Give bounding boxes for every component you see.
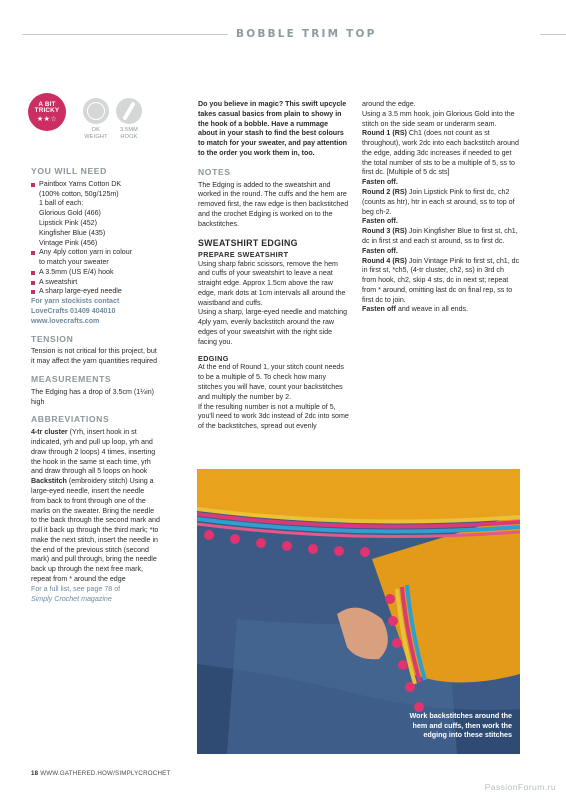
footer-url-link[interactable]: WWW.GATHERED.HOW/SIMPLYCROCHET	[40, 770, 171, 777]
prepare-paragraph: Using a sharp, large-eyed needle and matching 4ply yarn, evenly backstitch around the raw edges of your sweatshirt with the right side facing you.	[198, 308, 348, 346]
tension-heading: TENSION	[31, 333, 74, 344]
fasten-off: Fasten off.	[362, 217, 398, 226]
magazine-name: Simply Crochet magazine	[31, 594, 112, 603]
prepare-sweatshirt-heading: PREPARE SWEATSHIRT	[198, 249, 289, 259]
prepare-paragraph: Using sharp fabric scissors, remove the hem and cuffs of your sweatshirt to leave a neat straight edge. Approx 1.5cm above the raw edge, mark dots at 1cm intervals all around the waistband and cuffs.	[198, 259, 346, 307]
abbreviations-heading: ABBREVIATIONS	[31, 414, 110, 425]
materials-item: Glorious Gold (466)	[39, 209, 101, 218]
materials-item: Lipstick Pink (452)	[39, 218, 97, 227]
materials-item: Vintage Pink (456)	[39, 238, 98, 247]
page-number: 18	[31, 770, 39, 777]
header-rule-left	[22, 34, 228, 35]
edging-paragraph: At the end of Round 1, your stitch count needs to be a multiple of 5. To check how many stitches you will have, count your backstitches and multiply the number by 2.	[198, 363, 344, 401]
measurements-text: The Edging has a drop of 3.5cm (1¼in) high	[31, 387, 155, 406]
materials-item: A 3.5mm (US E/4) hook	[31, 268, 160, 278]
round-3-instruction	[362, 227, 520, 247]
sweatshirt-edging-heading: SWEATSHIRT EDGING	[198, 238, 298, 249]
materials-item: (100% cotton, 50g/125m)	[39, 189, 119, 198]
difficulty-badge	[28, 93, 66, 131]
round-text: Ch1 (does not count as st throughout), work 2dc into each backstitch around the edge, adding 3dc increases if needed to get the total number of sts to be a multiple of 5, ss to first dc. [Multiple of 5 dc sts]	[362, 129, 519, 177]
yarn-weight-badge	[81, 98, 111, 140]
materials-sidebar	[31, 166, 160, 604]
pattern-text: around the edge.	[362, 100, 416, 108]
round-4-instruction	[362, 257, 520, 306]
yarn-ball-icon	[83, 98, 109, 124]
materials-item: Any 4ply cotton yarn in colour	[31, 248, 160, 258]
project-photo	[197, 469, 520, 754]
abbreviation-term: Backstitch	[31, 477, 67, 486]
edging-paragraph: If the resulting number is not a multiple of 5, you'll need to work 3dc instead of 2dc into some of the backstitches, spread out evenly	[198, 402, 349, 431]
stockists-line: For yarn stockists contact	[31, 297, 120, 306]
notes-heading: NOTES	[198, 166, 231, 177]
round-2-instruction	[362, 188, 520, 217]
full-list-text: For a full list, see page 78 of	[31, 584, 121, 593]
stockists-phone: LoveCrafts 01409 404010	[31, 307, 116, 316]
site-watermark: PassionForum.ru	[484, 782, 556, 792]
crochet-hook-icon	[116, 98, 142, 124]
page-footer	[31, 770, 170, 779]
you-will-need-heading: YOU WILL NEED	[31, 166, 107, 176]
fasten-off: Fasten off.	[362, 178, 398, 187]
abbreviation-entry	[31, 477, 160, 585]
hook-size-badge	[114, 98, 144, 140]
yarn-weight-label: WEIGHT	[84, 133, 108, 140]
materials-item: A sweatshirt	[31, 278, 160, 288]
final-text: and weave in all ends.	[395, 305, 469, 314]
final-instruction	[362, 305, 520, 315]
fasten-off: Fasten off	[362, 305, 396, 314]
instructions-column-3	[362, 100, 520, 315]
pattern-text: Using a 3.5 mm hook, join Glorious Gold into the stitch on the side seam or underarm seam.	[362, 109, 515, 128]
round-text: Join Vintage Pink to first st, ch1, dc in first st, *ch5, (4-tr cluster, ch2, ss) in 3rd ch from hook, ch2, skip 4 sts, dc in next st; repeat from * around, omitting last dc on final rep, ss to first dc to join.	[362, 256, 520, 304]
intro-paragraph: Do you believe in magic? This swift upcycle takes casual basics from plain to showy in the hook of a bobble. Have a rummage about in your stash to find the best colours to match for your sweater, and pay attention to the order you work them in, too.	[198, 100, 347, 157]
hook-size-label: HOOK	[120, 133, 138, 140]
difficulty-stars: ★★☆	[36, 116, 58, 123]
instructions-column-2	[198, 100, 349, 432]
round-label: Round 3 (RS)	[362, 227, 407, 236]
materials-item: Paintbox Yarns Cotton DK	[31, 180, 160, 190]
materials-item: A sharp large-eyed needle	[31, 287, 160, 297]
difficulty-badges	[36, 98, 146, 156]
round-text: Join Kingfisher Blue to first st, ch1, dc in first st and each st around, ss to first dc.	[362, 227, 518, 245]
yarn-weight-value: DK	[91, 127, 101, 133]
difficulty-label: A BIT TRICKY	[34, 101, 60, 115]
round-1-instruction	[362, 129, 520, 178]
header-rule-right	[540, 34, 566, 35]
edging-heading: EDGING	[198, 353, 229, 363]
round-text: Join Lipstick Pink to first dc, ch2 (counts as htr), htr in each st around, ss to top of beg ch-2.	[362, 188, 515, 216]
hook-size-value: 3.5MM	[119, 127, 139, 133]
abbreviation-entry	[31, 428, 160, 477]
abbreviation-definition: (embroidery stitch) Using a large-eyed needle, insert the needle from back to front through one of the marks on the sweater. Bring the needle to the back through the second mark and pull it back up through the third mark; *to make the next stitch, insert the needle in the end of the previous stitch (second mark) and pull through, bring the needle back up through the next free mark, repeat from * around the edge	[31, 477, 160, 583]
page-header-title: BOBBLE TRIM TOP	[236, 28, 377, 40]
materials-item: 1 ball of each:	[39, 199, 84, 208]
abbreviation-term: 4-tr cluster	[31, 428, 68, 437]
materials-item: Kingfisher Blue (435)	[39, 228, 106, 237]
fasten-off: Fasten off.	[362, 246, 398, 255]
abbreviation-definition: (Yrh, insert hook in st indicated, yrh and pull up loop, yrh and draw through 2 loops) 4 times, inserting the hook in the same st each time, yrh and draw through all 5 loops on hook	[31, 428, 156, 476]
full-list-reference	[31, 585, 160, 605]
stockists-website-link[interactable]: www.lovecrafts.com	[31, 316, 100, 325]
materials-item: to match your sweater	[39, 258, 109, 267]
tension-text: Tension is not critical for this project, but it may affect the yarn quantities required	[31, 347, 158, 366]
notes-text: The Edging is added to the sweatshirt and worked in the round. The cuffs and the hem are removed first, the raw edge is then backstitched and the crochet Edging is worked on to the backstitches.	[198, 180, 349, 228]
round-label: Round 1 (RS)	[362, 129, 407, 138]
round-label: Round 2 (RS)	[362, 188, 407, 197]
round-label: Round 4 (RS)	[362, 256, 407, 265]
photo-caption: Work backstitches around the hem and cuffs, then work the edging into these stitches	[409, 710, 512, 740]
measurements-heading: MEASUREMENTS	[31, 374, 112, 384]
